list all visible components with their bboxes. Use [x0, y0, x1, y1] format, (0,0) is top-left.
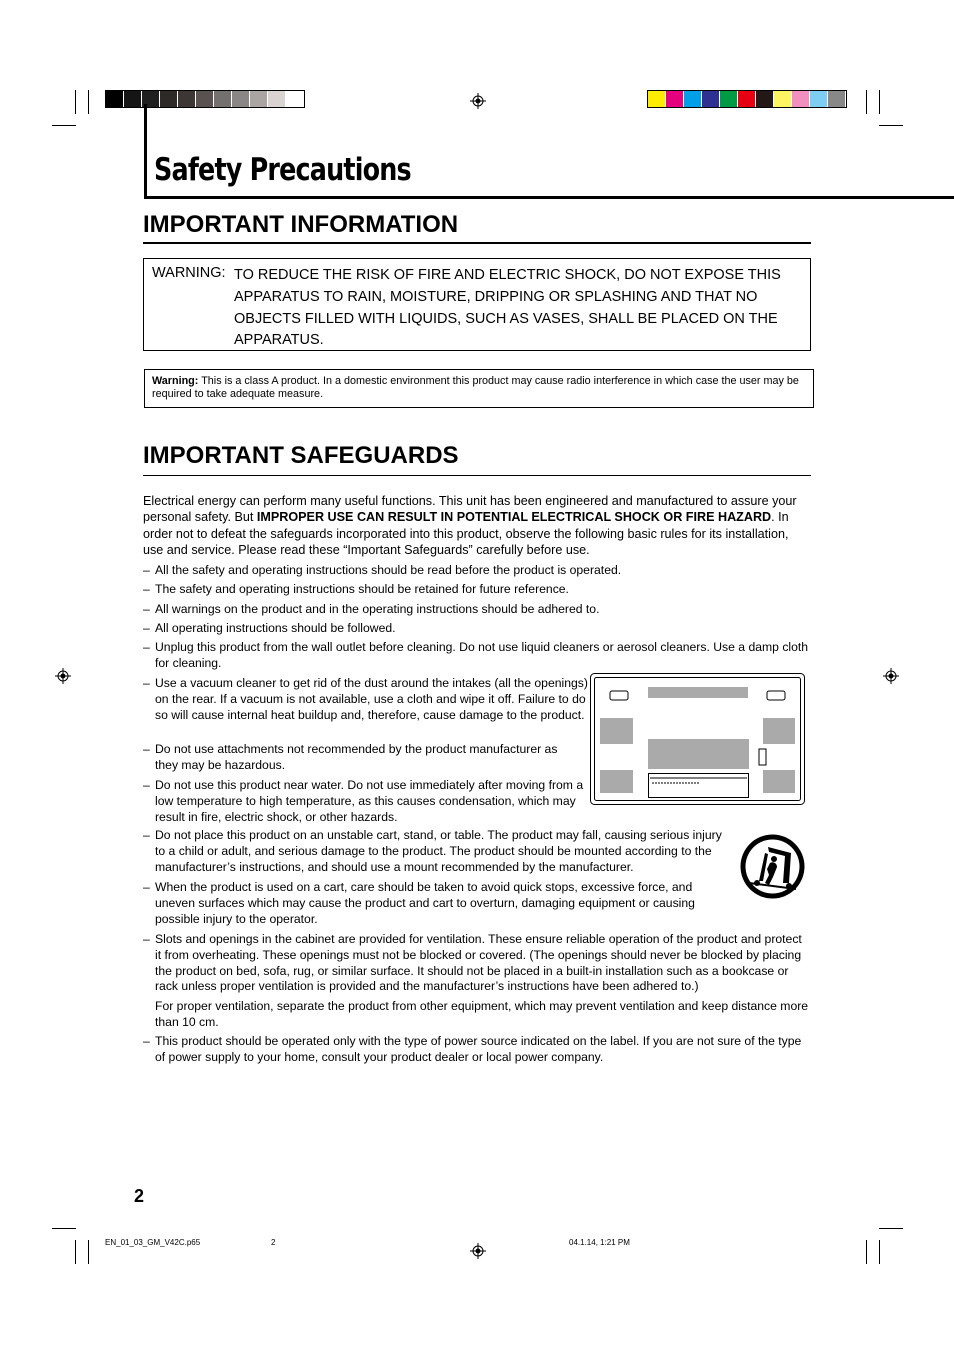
section-rule [143, 242, 811, 244]
warning-label: WARNING: [152, 265, 226, 281]
intro-text: Electrical energy can perform many useful functions. This unit has been engineered and manufactured to assure your personal safety. But [143, 494, 797, 525]
class-a-warning-label: Warning: [152, 375, 199, 387]
list-item-text: All warnings on the product and in the operating instructions should be adhered to. [155, 602, 600, 616]
cart-warning-icon [739, 833, 806, 900]
list-item-text: Unplug this product from the wall outlet before cleaning. Do not use liquid cleaners or aerosol cleaners. Use a damp cloth for cleaning. [155, 640, 809, 670]
crop-mark [88, 90, 89, 114]
dash: – [143, 1034, 150, 1048]
color-swatch [720, 91, 738, 107]
color-swatch [106, 91, 124, 107]
color-swatch [268, 91, 286, 107]
color-swatch [810, 91, 828, 107]
dash: – [143, 828, 150, 842]
color-swatch [828, 91, 846, 107]
title-bar [144, 104, 147, 196]
warning-text: TO REDUCE THE RISK OF FIRE AND ELECTRIC SHOCK, DO NOT EXPOSE THIS APPARATUS TO RAIN, MOISTURE, DRIPPING OR SPLASHING AND THAT NO OBJECTS FILLED WITH LIQUIDS, SUCH AS VASES, SHALL BE PLACED ON THE APPARATUS. [234, 267, 781, 349]
crop-mark [866, 90, 867, 114]
color-swatch [286, 91, 304, 107]
crop-mark [879, 90, 880, 114]
dash: – [143, 621, 150, 635]
color-swatch [250, 91, 268, 107]
color-swatch [666, 91, 684, 107]
list-item-text: Do not use attachments not recommended by the product manufacturer as they may be hazardous. [155, 742, 558, 772]
registration-mark-icon [470, 93, 486, 109]
dash: – [143, 563, 150, 577]
list-item-text: When the product is used on a cart, care should be taken to avoid quick stops, excessive force, and uneven surfaces which may cause the product and cart to overturn, damaging equipment or causing possible injury to the operator. [155, 880, 695, 926]
section-rule [143, 475, 811, 476]
registration-mark-icon [883, 668, 899, 684]
dash: – [143, 582, 150, 596]
crop-mark [879, 125, 903, 126]
safeguards-intro [143, 493, 811, 559]
color-swatch [124, 91, 142, 107]
color-swatch [702, 91, 720, 107]
rear-panel-illustration [590, 673, 805, 805]
color-swatch [232, 91, 250, 107]
color-swatch [648, 91, 666, 107]
important-safeguards-heading: IMPORTANT SAFEGUARDS [143, 442, 459, 469]
dash: – [143, 602, 150, 616]
list-item-text: Slots and openings in the cabinet are provided for ventilation. These ensure reliable operation of the product and protect it from overheating. These openings must not be blocked or covered. (The openings should never be blocked by placing the product on bed, sofa, rug, or similar surface. It should not be placed in a built-in installation such as a bookcase or rack unless proper ventilation is provided and the manufacturer’s instructions have been adhered to.) [155, 932, 802, 994]
page-title: Safety Precautions [154, 152, 411, 188]
class-a-warning-text: This is a class A product. In a domestic environment this product may cause radio interference in which case the user may be required to take adequate measure. [152, 375, 799, 400]
intro-text: . In order not to defeat the safeguards incorporated into this product, observe the following basic rules for its installation, use and service. Please read these “Important Safeguards” carefully before use. [143, 510, 789, 558]
list-item-text: Do not place this product on an unstable cart, stand, or table. The product may fall, causing serious injury to a child or adult, and serious damage to the product. The product should be mounted according to the manufacturer’s instructions, and should use a mount recommended by the manufacturer. [155, 828, 722, 874]
file-page: 2 [271, 1238, 276, 1247]
file-name: EN_01_03_GM_V42C.p65 [105, 1238, 201, 1247]
dash: – [143, 742, 150, 756]
color-swatch [738, 91, 756, 107]
warning-box [143, 258, 811, 351]
grayscale-color-bar [105, 90, 305, 108]
dash: – [143, 932, 150, 946]
list-item-text: Do not use this product near water. Do not use immediately after moving from a low temperature to high temperature, as this causes condensation, which may result in fire, electric shock, or other hazards. [155, 778, 584, 824]
crop-mark [879, 1228, 903, 1229]
color-swatch [684, 91, 702, 107]
registration-mark-icon [470, 1243, 486, 1259]
dash: – [143, 880, 150, 894]
list-item-text: All operating instructions should be followed. [155, 621, 396, 635]
color-swatch [792, 91, 810, 107]
crop-mark [866, 1240, 867, 1264]
dash: – [143, 640, 150, 654]
crop-mark [52, 125, 76, 126]
crop-mark [88, 1240, 89, 1264]
color-swatch [756, 91, 774, 107]
class-a-warning-box [144, 369, 814, 408]
crop-mark [52, 1228, 76, 1229]
timestamp: 04.1.14, 1:21 PM [569, 1238, 630, 1247]
ventilation-note-text: For proper ventilation, separate the product from other equipment, which may prevent ventilation and keep distance more than 10 cm. [155, 999, 809, 1029]
dash: – [143, 778, 150, 792]
intro-bold-warning: IMPROPER USE CAN RESULT IN POTENTIAL ELECTRICAL SHOCK OR FIRE HAZARD [256, 510, 772, 525]
list-item-text: Use a vacuum cleaner to get rid of the dust around the intakes (all the openings) on the rear. If a vacuum is not available, use a cloth and wipe it off. Failure to do so will cause internal heat buildup and, therefore, cause damage to the product. [155, 676, 588, 722]
title-rule [144, 196, 954, 199]
color-swatch [214, 91, 232, 107]
crop-mark [75, 1240, 76, 1264]
list-item-text: All the safety and operating instructions should be read before the product is operated. [155, 563, 622, 577]
important-information-heading: IMPORTANT INFORMATION [143, 211, 459, 238]
color-swatch [196, 91, 214, 107]
crop-mark [879, 1240, 880, 1264]
registration-mark-icon [55, 668, 71, 684]
dash: – [143, 676, 150, 690]
color-calibration-bar [647, 90, 847, 108]
crop-mark [75, 90, 76, 114]
page-number: 2 [134, 1186, 145, 1206]
list-item-text: This product should be operated only with the type of power source indicated on the label. If you are not sure of the type of power supply to your home, consult your product dealer or local power company. [155, 1034, 802, 1064]
color-swatch [774, 91, 792, 107]
color-swatch [178, 91, 196, 107]
list-item-text: The safety and operating instructions should be retained for future reference. [155, 582, 569, 596]
color-swatch [160, 91, 178, 107]
